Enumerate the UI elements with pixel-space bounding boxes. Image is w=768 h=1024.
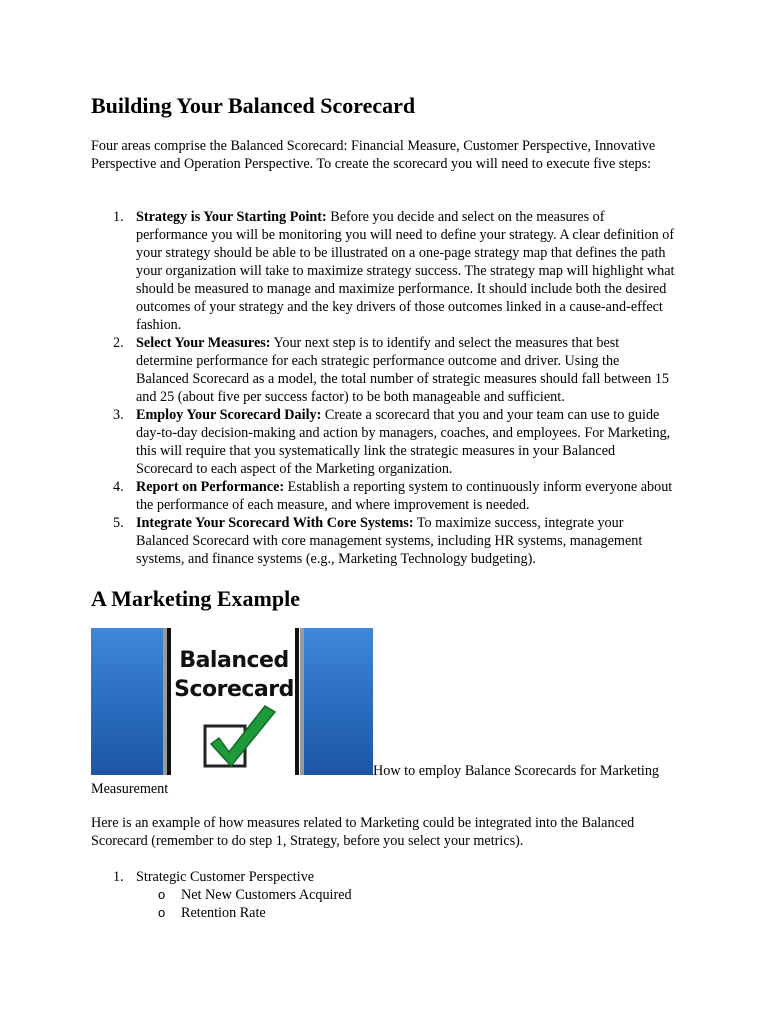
- sub-item-label: Retention Rate: [181, 905, 266, 921]
- panel-edge: [295, 628, 299, 775]
- step-text: Your next step is to identify and select the measures that best determine performance for each strategic performance outcome and driver. Using the Balanced Scorecard as a model, the total number of strategic measures should fall between 15 and 25 (about five per success factor) to be both manageable and sufficient.: [136, 335, 670, 405]
- step-heading: Employ Your Scorecard Daily:: [136, 407, 322, 423]
- page-title: Building Your Balanced Scorecard: [91, 93, 416, 118]
- image-caption-continued: Measurement: [91, 781, 169, 797]
- sub-item-label: Net New Customers Acquired: [181, 887, 352, 903]
- section-heading-marketing-example: A Marketing Example: [91, 586, 300, 611]
- step-heading: Select Your Measures:: [136, 335, 271, 351]
- metric-number: 1.: [113, 869, 124, 885]
- step-text: To maximize success, integrate your Balanced Scorecard with core management systems, including HR systems, management systems, and finance systems (e.g., Marketing Technology budgeting).: [136, 515, 643, 567]
- sub-item: [158, 904, 352, 922]
- blue-panel-right: [304, 628, 373, 775]
- example-intro-paragraph: Here is an example of how measures related to Marketing could be integrated into the Balanced Scorecard (remember to do step 1, Strategy, before you select your metrics).: [91, 815, 635, 849]
- metrics-list: [91, 868, 352, 922]
- step-heading: Integrate Your Scorecard With Core Systems:: [136, 515, 414, 531]
- step-item: [136, 334, 681, 406]
- sub-item: [158, 886, 352, 904]
- step-text: Before you decide and select on the measures of performance you will be monitoring you will need to define your strategy. A clear definition of your strategy should be able to be illustrated on a one-page strategy map that defines the path your organization will take to maximize strategy success. The strategy map will highlight what should be measured to manage and maximize performance. It should include both the desired outcomes of your strategy and the key drivers of those outcomes linked in a cause-and-effect fashion.: [136, 209, 675, 333]
- step-item: [136, 514, 681, 568]
- step-heading: Report on Performance:: [136, 479, 285, 495]
- metric-item: [113, 868, 352, 922]
- step-item: [136, 208, 681, 334]
- step-text: Establish a reporting system to continuously inform everyone about the performance of each measure, and where improvement is needed.: [136, 479, 673, 513]
- step-item: [136, 478, 681, 514]
- intro-paragraph: Four areas comprise the Balanced Scorecard: Financial Measure, Customer Perspective, Innovative Perspective and Operation Perspective. To create the scorecard you will need to execute five steps:: [91, 138, 656, 172]
- steps-list: [91, 208, 681, 568]
- bullet-icon: o: [158, 887, 166, 902]
- step-text: Create a scorecard that you and your team can use to guide day-to-day decision-making and action by managers, coaches, and employees. For Marketing, this will require that you systematically link the strategic measures in your Balanced Scorecard to each aspect of the Marketing organization.: [136, 407, 671, 477]
- step-item: [136, 406, 681, 478]
- step-heading: Strategy is Your Starting Point:: [136, 209, 327, 225]
- panel-edge: [167, 628, 171, 775]
- image-with-caption: [91, 628, 691, 798]
- metric-label: Strategic Customer Perspective: [136, 869, 315, 885]
- checkbox-check-icon: [201, 700, 281, 772]
- image-title-line: Scorecard: [174, 677, 294, 702]
- image-caption: How to employ Balance Scorecards for Marketing: [373, 763, 660, 779]
- image-title-line: Balanced: [179, 648, 289, 673]
- image-title: [173, 646, 295, 704]
- metric-sub-list: [136, 886, 352, 922]
- blue-panel-left: [91, 628, 163, 775]
- bullet-icon: o: [158, 905, 166, 920]
- balanced-scorecard-image: [91, 628, 373, 775]
